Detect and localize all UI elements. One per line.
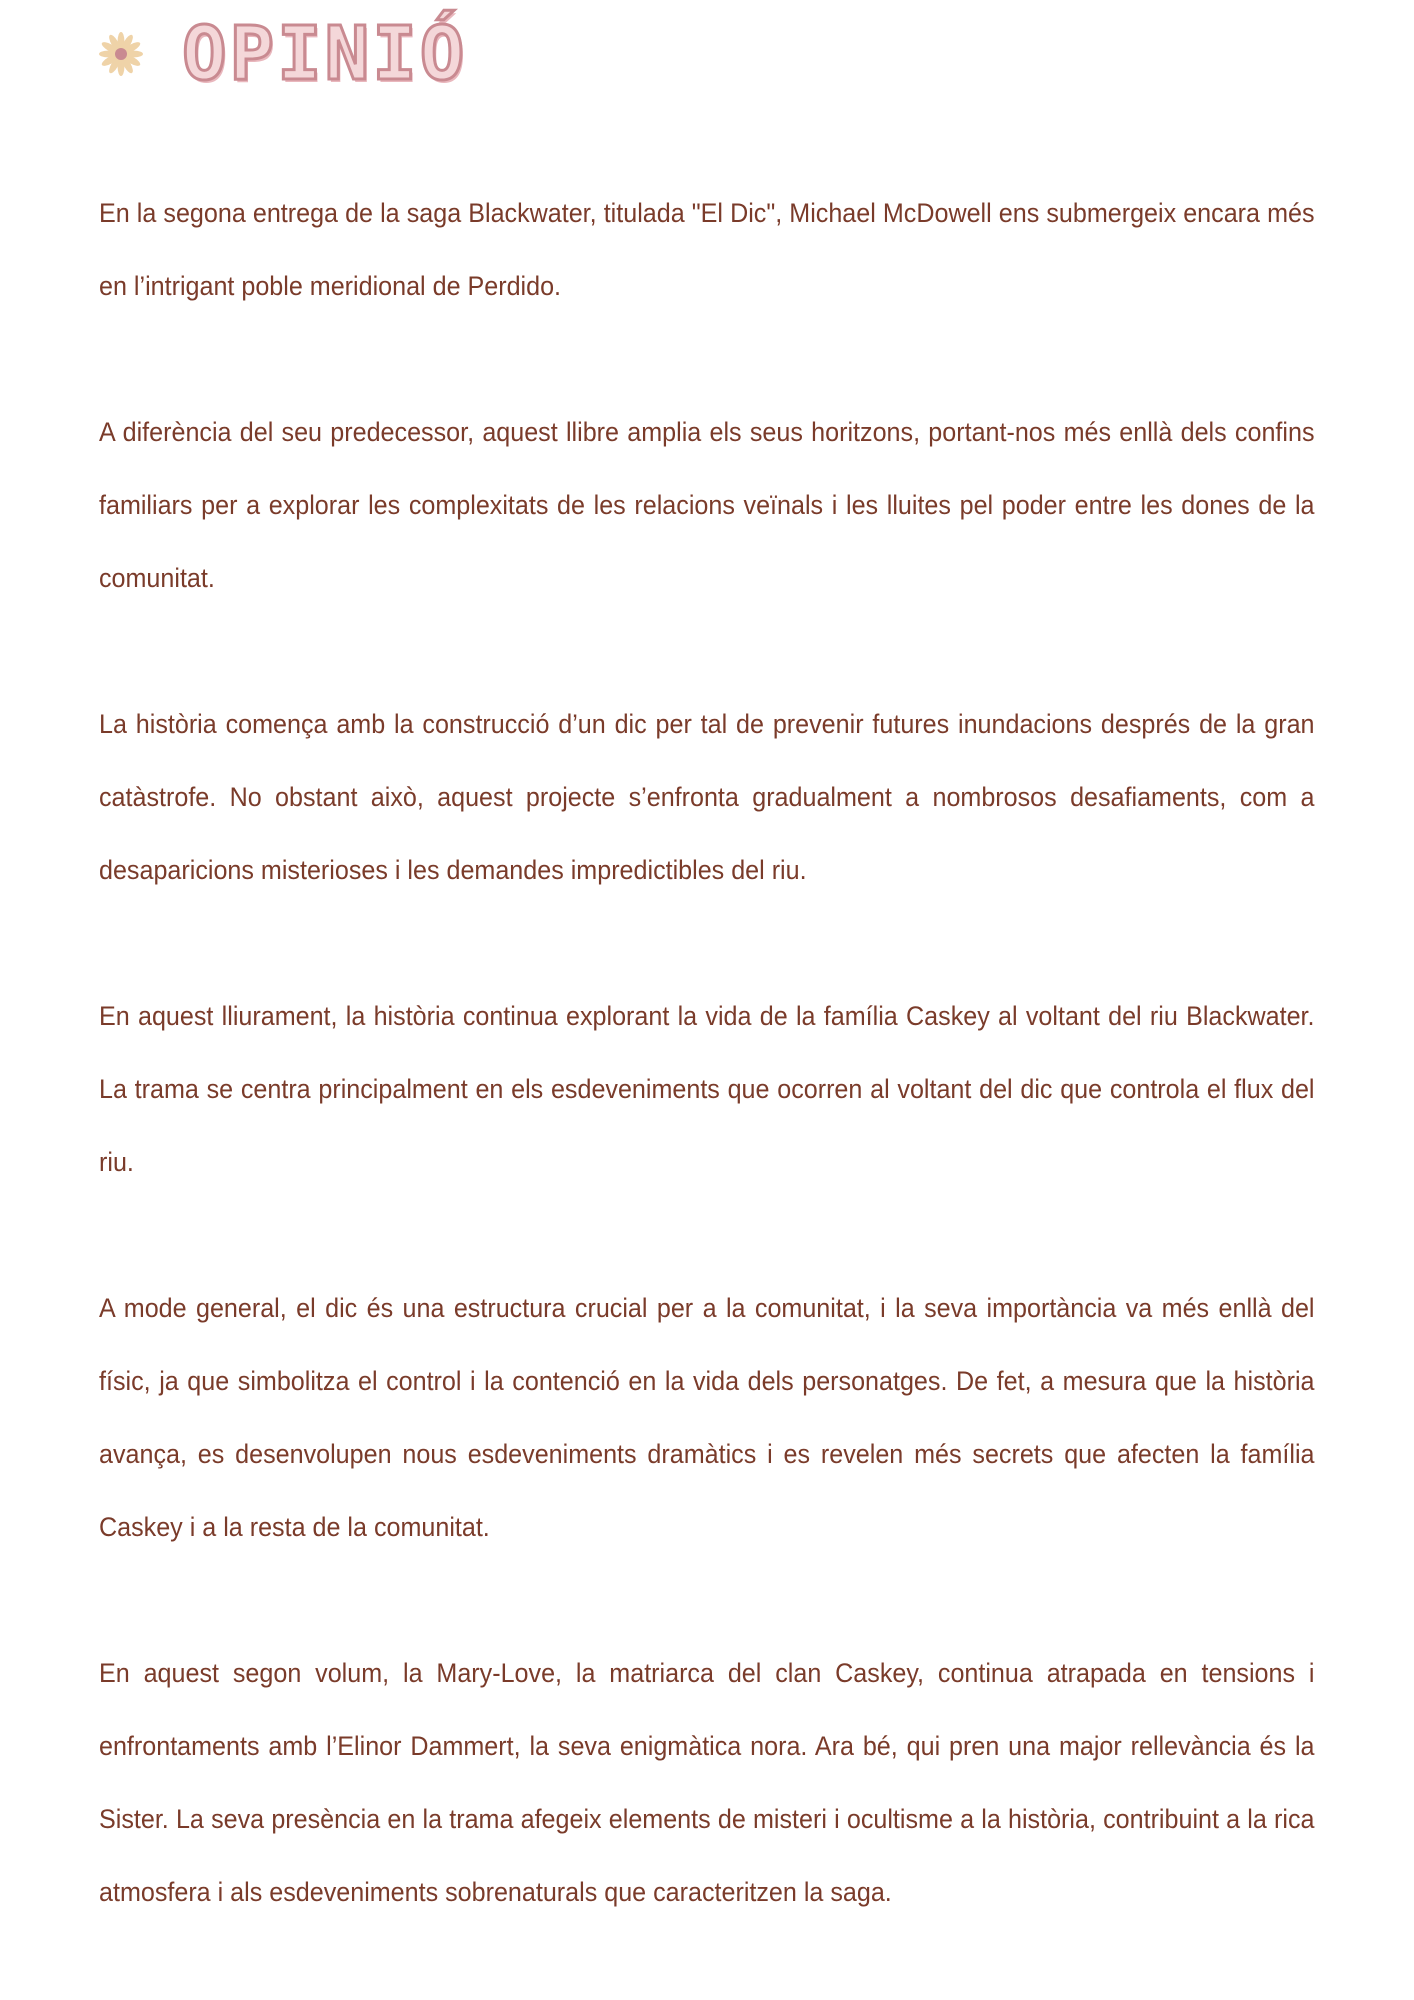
paragraph: En aquest segon volum, la Mary-Love, la matriarca del clan Caskey, continua atrapada en tensions i enfrontaments amb l’Elinor Dammert, la seva enigmàtica nora. Ara bé, qui pren una major rellevància és la Sister. La seva presència en la trama afegeix elements de misteri i ocultisme a la història, contribuint a la rica atmosfera i als esdeveniments sobrenaturals que caracteritzen la saga. <box>99 1658 1315 1907</box>
article-body <box>99 177 1315 1929</box>
paragraph: A mode general, el dic és una estructura crucial per a la comunitat, i la seva importància va més enllà del físic, ja que simbolitza el control i la contenció en la vida dels personatges. De fet, a mesura que la història avança, es desenvolupen nous esdeveniments dramàtics i es revelen més secrets que afecten la família Caskey i a la resta de la comunitat. <box>99 1293 1315 1542</box>
section-header <box>98 6 467 102</box>
flower-icon <box>98 31 144 77</box>
paragraph: A diferència del seu predecessor, aquest llibre amplia els seus horitzons, portant-nos més enllà dels confins familiars per a explorar les complexitats de les relacions veïnals i les lluites pel poder entre les dones de la comunitat. <box>99 417 1315 593</box>
paragraph: En aquest lliurament, la història continua explorant la vida de la família Caskey al voltant del riu Blackwater. La trama se centra principalment en els esdeveniments que ocorren al voltant del dic que controla el flux del riu. <box>99 1001 1315 1177</box>
paragraph: En la segona entrega de la saga Blackwater, titulada "El Dic", Michael McDowell ens submergeix encara més en l’intrigant poble meridional de Perdido. <box>99 198 1315 301</box>
paragraph: La història comença amb la construcció d’un dic per tal de prevenir futures inundacions després de la gran catàstrofe. No obstant això, aquest projecte s’enfronta gradualment a nombrosos desafiaments, com a desaparicions misterioses i les demandes impredictibles del riu. <box>99 709 1315 885</box>
page-title: OPINIÓ <box>182 11 468 97</box>
